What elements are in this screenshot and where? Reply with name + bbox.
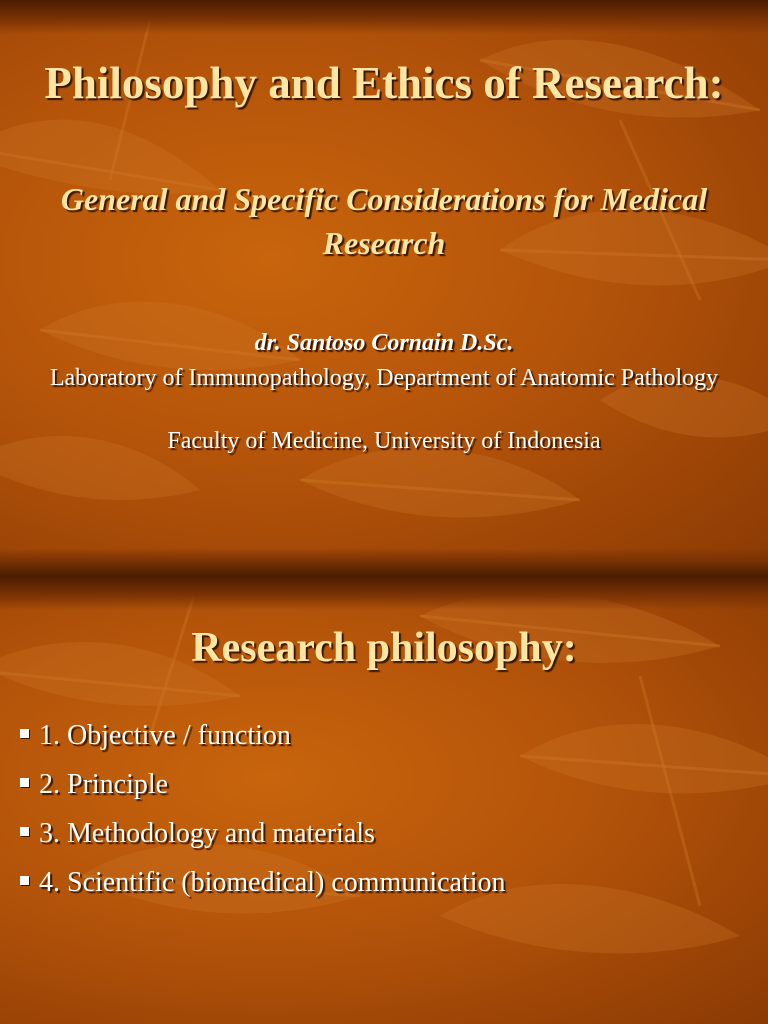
list-item [20, 861, 506, 910]
slide-heading: Research philosophy: [191, 625, 577, 671]
slide-title: Philosophy and Ethics of Research: [44, 58, 724, 108]
list-item [20, 714, 506, 763]
slide-bottom-band [0, 548, 768, 576]
bullet-list [20, 714, 506, 910]
slide-top-band [0, 0, 768, 34]
square-bullet-icon [20, 778, 29, 787]
list-item-text: 4. Scientific (biomedical) communication [39, 866, 506, 898]
slide-2[interactable] [0, 576, 768, 1024]
slide-subtitle: General and Specific Considerations for Medical Research [60, 181, 708, 261]
list-item-text: 2. Principle [39, 768, 169, 800]
list-item [20, 812, 506, 861]
square-bullet-icon [20, 729, 29, 738]
affiliation-department: Laboratory of Immunopathology, Department of Anatomic Pathology [49, 365, 719, 391]
affiliation-university: Faculty of Medicine, University of Indonesia [167, 428, 601, 454]
author-name: dr. Santoso Cornain D.Sc. [254, 330, 514, 356]
list-item-text: 1. Objective / function [39, 719, 291, 751]
square-bullet-icon [20, 876, 29, 885]
square-bullet-icon [20, 827, 29, 836]
slide-top-band [0, 576, 768, 610]
list-item-text: 3. Methodology and materials [39, 817, 375, 849]
list-item [20, 763, 506, 812]
